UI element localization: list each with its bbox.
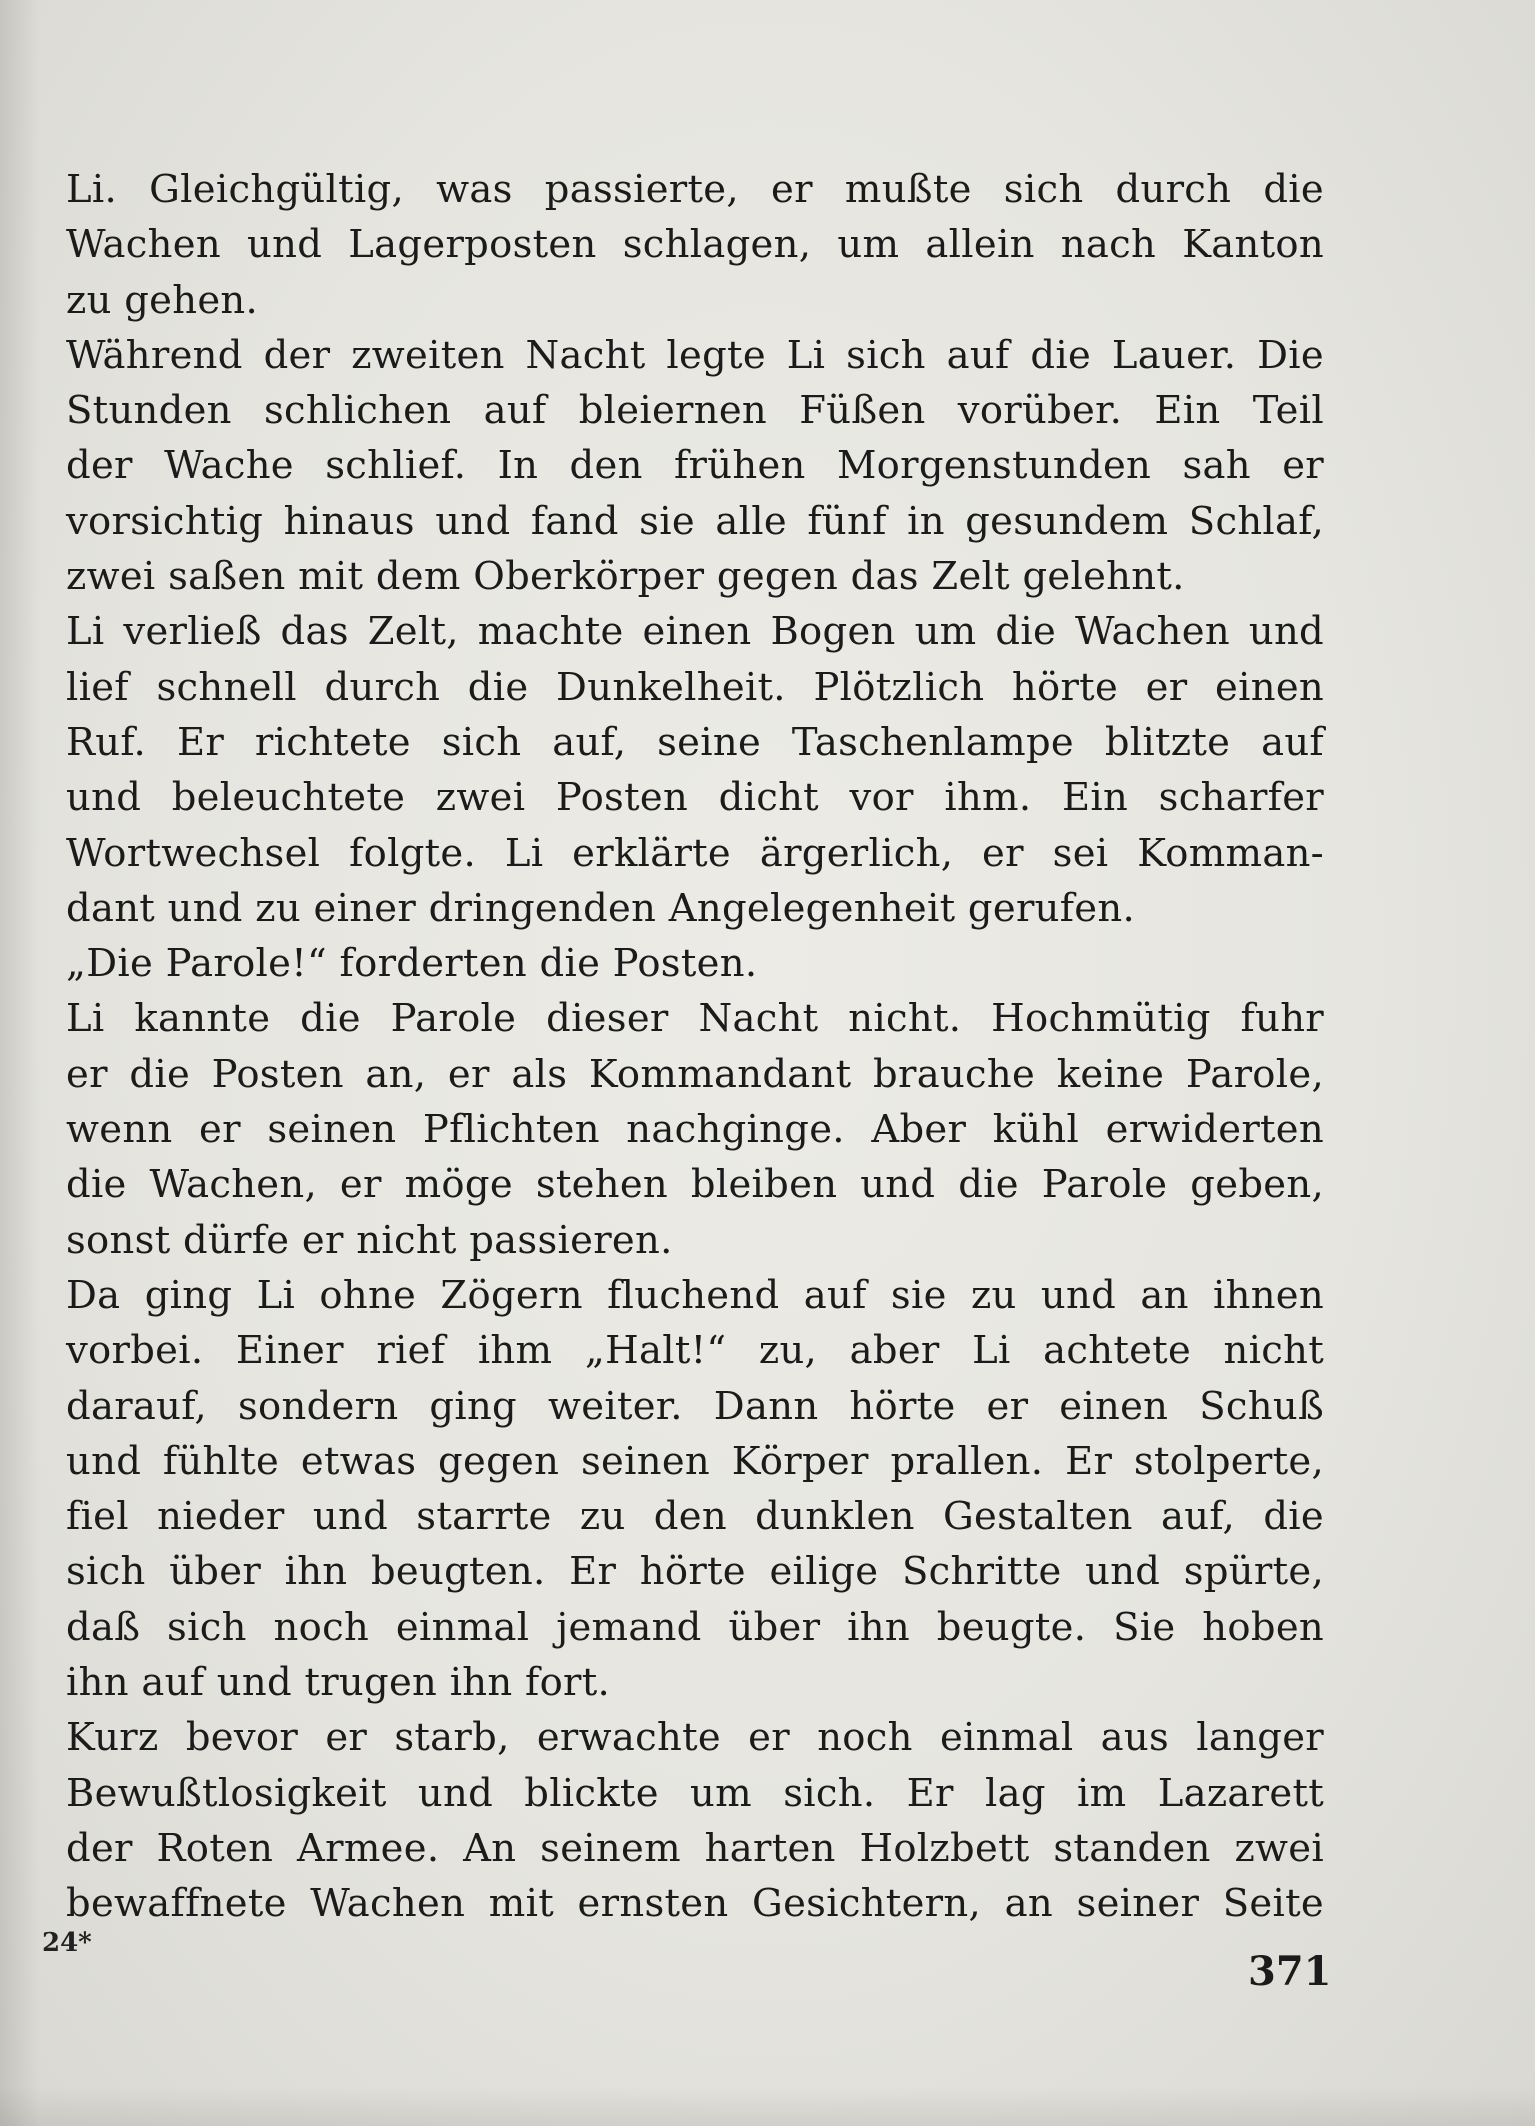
text-line: darauf, sondern ging weiter. Dann hörte er einen Schuß xyxy=(66,1383,1324,1429)
text-line: lief schnell durch die Dunkelheit. Plötzlich hörte er einen xyxy=(66,664,1324,710)
text-line: er die Posten an, er als Kommandant brauche keine Parole, xyxy=(66,1051,1324,1097)
text-line: Wortwechsel folgte. Li erklärte ärgerlich, er sei Komman- xyxy=(66,830,1324,876)
text-line: „Die Parole!“ forderten die Posten. xyxy=(66,941,758,987)
page-number: 371 xyxy=(1248,1948,1332,1995)
text-line: Li kannte die Parole dieser Nacht nicht. Hochmütig fuhr xyxy=(66,996,1324,1042)
page-edge-shadow xyxy=(0,0,40,2126)
text-line: Ruf. Er richtete sich auf, seine Taschenlampe blitzte auf xyxy=(66,719,1324,765)
text-line: die Wachen, er möge stehen bleiben und die Parole geben, xyxy=(66,1162,1324,1208)
text-line: Stunden schlichen auf bleiernen Füßen vorüber. Ein Teil xyxy=(66,388,1324,434)
text-line: daß sich noch einmal jemand über ihn beugte. Sie hoben xyxy=(66,1604,1324,1650)
text-line: Bewußtlosigkeit und blickte um sich. Er lag im Lazarett xyxy=(66,1770,1324,1816)
text-line: dant und zu einer dringenden Angelegenheit gerufen. xyxy=(66,885,1136,931)
text-line: bewaffnete Wachen mit ernsten Gesichtern, an seiner Seite xyxy=(66,1881,1324,1927)
text-line: vorsichtig hinaus und fand sie alle fünf in gesundem Schlaf, xyxy=(66,498,1324,544)
text-line: Li. Gleichgültig, was passierte, er mußte sich durch die xyxy=(66,167,1324,212)
text-line: vorbei. Einer rief ihm „Halt!“ zu, aber Li achtete nicht xyxy=(66,1328,1324,1374)
text-line: sonst dürfe er nicht passieren. xyxy=(66,1217,673,1263)
text-line: Kurz bevor er starb, erwachte er noch einmal aus langer xyxy=(66,1715,1324,1761)
text-line: der Roten Armee. An seinem harten Holzbett standen zwei xyxy=(66,1825,1324,1871)
text-line: und fühlte etwas gegen seinen Körper prallen. Er stolperte, xyxy=(66,1438,1324,1484)
text-line: zwei saßen mit dem Oberkörper gegen das Zelt gelehnt. xyxy=(66,554,1185,600)
text-line: sich über ihn beugten. Er hörte eilige Schritte und spürte, xyxy=(66,1549,1324,1595)
text-line: und beleuchtete zwei Posten dicht vor ihm. Ein scharfer xyxy=(66,775,1324,821)
text-line: der Wache schlief. In den frühen Morgenstunden sah er xyxy=(66,443,1324,489)
text-line: Wachen und Lagerposten schlagen, um allein nach Kanton xyxy=(66,222,1324,268)
body-text xyxy=(66,162,1324,1932)
text-line: Da ging Li ohne Zögern fluchend auf sie zu und an ihnen xyxy=(66,1272,1324,1318)
text-line: zu gehen. xyxy=(66,277,259,323)
printer-signature-mark: 24* xyxy=(42,1928,92,1958)
text-line: Li verließ das Zelt, machte einen Bogen um die Wachen und xyxy=(66,609,1324,655)
page-bottom-shadow xyxy=(0,2086,1535,2126)
text-line: ihn auf und trugen ihn fort. xyxy=(66,1660,611,1706)
text-line: Während der zweiten Nacht legte Li sich auf die Lauer. Die xyxy=(66,332,1324,378)
text-line: fiel nieder und starrte zu den dunklen Gestalten auf, die xyxy=(66,1494,1324,1540)
text-line: wenn er seinen Pflichten nachginge. Aber kühl erwiderten xyxy=(66,1107,1324,1153)
